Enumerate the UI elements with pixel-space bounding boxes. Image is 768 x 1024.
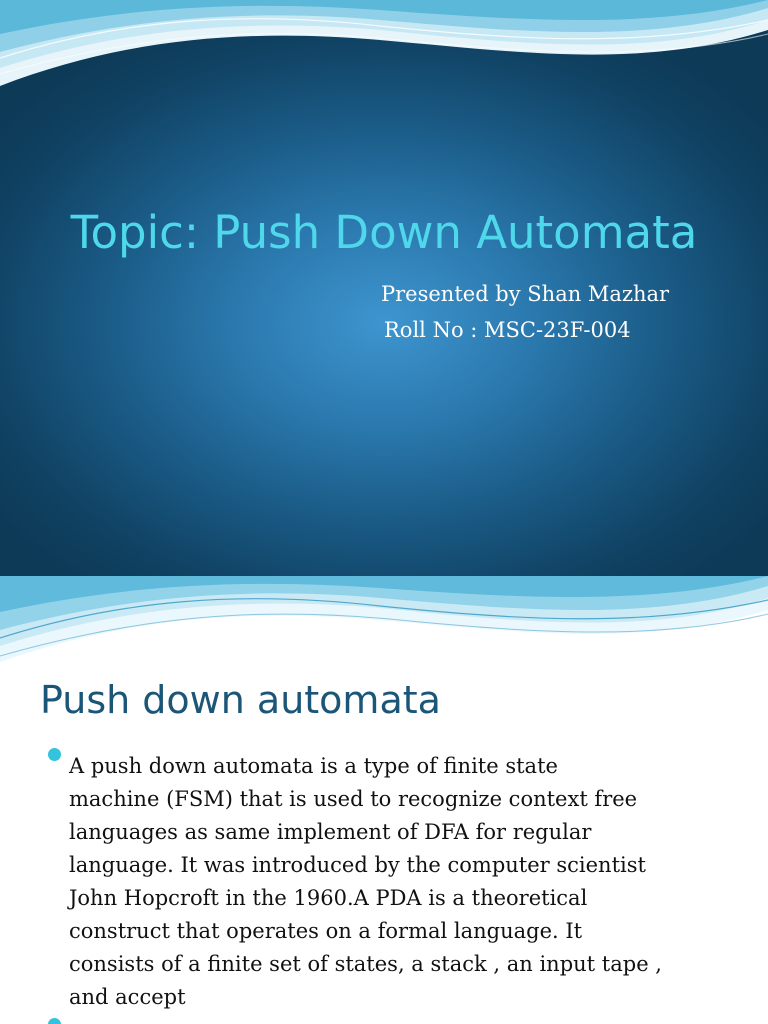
paragraph-line: John Hopcroft in the 1960.A PDA is a theoretical <box>69 886 588 910</box>
top-wave-decoration <box>0 576 768 668</box>
bullet-paragraph <box>69 750 749 1014</box>
content-slide <box>0 576 768 1024</box>
paragraph-line: languages as same implement of DFA for regular <box>69 820 592 844</box>
paragraph-line: and accept <box>69 985 186 1009</box>
top-wave-decoration <box>0 0 768 100</box>
bullet-dot-icon <box>48 748 61 761</box>
paragraph-line: language. It was introduced by the computer scientist <box>69 853 646 877</box>
paragraph-line: machine (FSM) that is used to recognize context free <box>69 787 638 811</box>
bullet-dot-icon <box>48 1018 61 1024</box>
presenter-text: Presented by Shan Mazhar <box>381 282 670 306</box>
paragraph-line: consists of a finite set of states, a stack , an input tape , <box>69 952 662 976</box>
slide-heading: Push down automata <box>40 678 441 722</box>
roll-number-text: Roll No : MSC-23F-004 <box>384 318 631 342</box>
slide-title: Topic: Push Down Automata <box>70 206 698 259</box>
paragraph-line: A push down automata is a type of finite state <box>69 754 558 778</box>
paragraph-line: construct that operates on a formal language. It <box>69 919 583 943</box>
